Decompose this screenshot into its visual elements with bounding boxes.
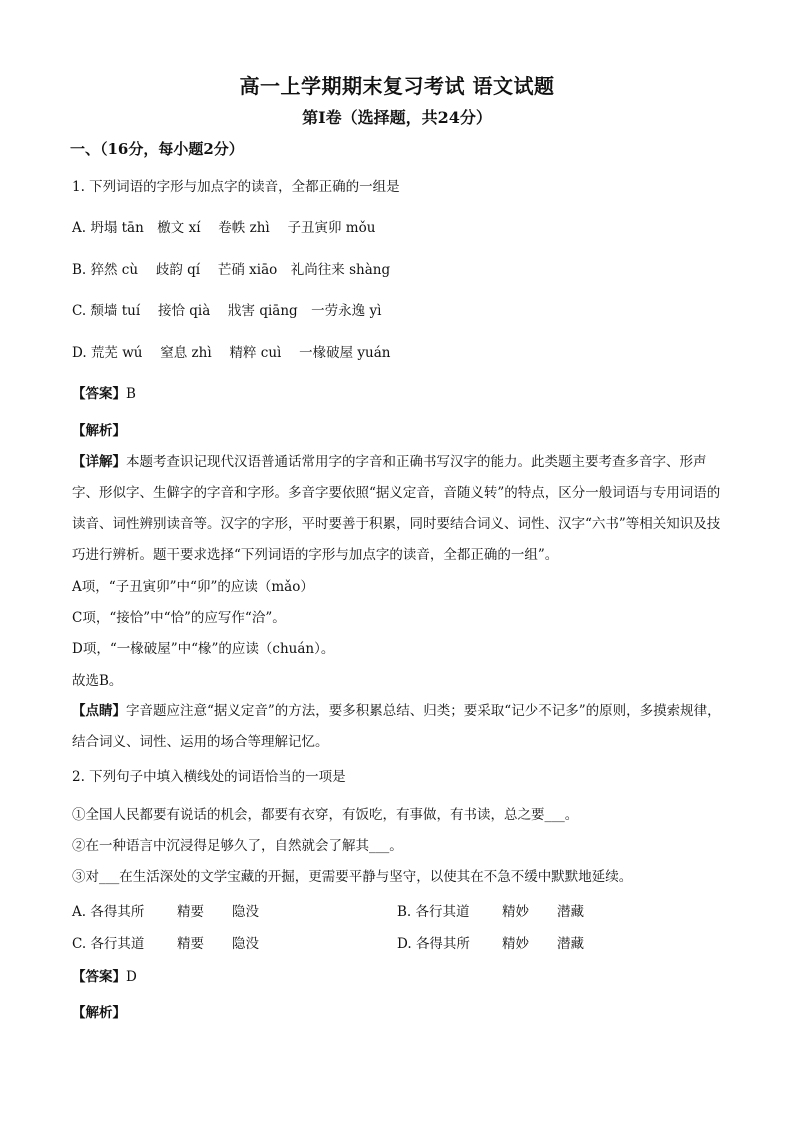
tip-text: 字音题应注意“据义定音”的方法，要多积累总结、归类；要采取“记少不记多”的原则，多摸索规律，结合词义、词性、运用的场合等理解记忆。 bbox=[72, 703, 721, 750]
section-heading: 一、（16分，每小题2分） bbox=[70, 140, 244, 158]
q2-sentence-2: ②在一种语言中沉浸得足够久了，自然就会了解其___。 bbox=[72, 838, 403, 854]
answer-value: B bbox=[126, 386, 136, 402]
page-title: 高一上学期期末复习考试 语文试题 bbox=[239, 74, 555, 98]
q2-option-b: B. 各行其道 bbox=[397, 904, 470, 920]
q2-options-row-1 bbox=[72, 900, 722, 920]
q2-sentence-1: ①全国人民都要有说话的机会，都要有衣穿，有饭吃，有事做，有书读，总之要___。 bbox=[72, 807, 579, 823]
q2-answer-value: D bbox=[126, 969, 137, 985]
q2-analysis-tag-text: 【解析】 bbox=[72, 1005, 126, 1021]
q2-option-d-word2: 精妙 bbox=[502, 936, 529, 952]
tip-tag: 【点睛】 bbox=[72, 703, 126, 719]
q2-option-c-word2: 精要 bbox=[177, 936, 204, 952]
q1-detail bbox=[72, 447, 724, 571]
q2-options-row-2 bbox=[72, 932, 722, 952]
q1-option-a: A. 坍塌 tān 檄文 xí 卷帙 zhì 子丑寅卯 mǒu bbox=[72, 220, 376, 236]
analysis-tag: 【解析】 bbox=[72, 423, 126, 439]
q1-option-c: C. 颓墙 tuí 接恰 qià 戕害 qiāng 一劳永逸 yì bbox=[72, 303, 382, 319]
q1-stem: 1. 下列词语的字形与加点字的读音，全都正确的一组是 bbox=[72, 179, 400, 195]
q1-tip bbox=[72, 696, 724, 758]
q2-answer bbox=[72, 968, 137, 986]
q2-option-b-word2: 精妙 bbox=[502, 904, 529, 920]
q1-note-d: D项，“一椽破屋”中“椽”的应读（chuán）。 bbox=[72, 641, 335, 657]
page-subtitle: 第Ⅰ卷（选择题，共24分） bbox=[302, 108, 492, 127]
q2-option-c: C. 各行其道 bbox=[72, 936, 145, 952]
q2-option-d: D. 各得其所 bbox=[397, 936, 470, 952]
q2-option-a-word2: 精要 bbox=[177, 904, 204, 920]
q1-option-b: B. 猝然 cù 歧韵 qí 芒硝 xiāo 礼尚往来 shàng bbox=[72, 262, 391, 278]
detail-tag: 【详解】 bbox=[72, 454, 126, 470]
q2-option-d-word3: 潜藏 bbox=[557, 936, 584, 952]
q1-choose: 故选B。 bbox=[72, 673, 123, 689]
detail-text: 本题考查识记现代汉语普通话常用字的字音和正确书写汉字的能力。此类题主要考查多音字、形声字、形似字、生僻字的字音和字形。多音字要依照“据义定音，音随义转”的特点，区分一般词语与专用词语的读音、词性辨别读音等。汉字的字形，平时要善于积累，同时要结合词义、词性、汉字“六书”等相关知识及技巧进行辨析。题干要求选择“下列词语的字形与加点字的读音，全都正确的一组”。 bbox=[72, 454, 721, 563]
answer-tag: 【答案】 bbox=[72, 386, 126, 402]
q2-option-b-word3: 潜藏 bbox=[557, 904, 584, 920]
q1-analysis-tag bbox=[72, 422, 126, 440]
q1-answer bbox=[72, 385, 136, 403]
q1-note-c: C项，“接恰”中“恰”的应写作“洽”。 bbox=[72, 610, 286, 626]
q2-sentence-3: ③对___在生活深处的文学宝藏的开掘，更需要平静与坚守，以使其在不急不缓中默默地延续。 bbox=[72, 869, 633, 885]
q2-stem: 2. 下列句子中填入横线处的词语恰当的一项是 bbox=[72, 769, 346, 785]
q2-answer-tag: 【答案】 bbox=[72, 969, 126, 985]
q2-option-c-word3: 隐没 bbox=[232, 936, 259, 952]
q2-option-a-word3: 隐没 bbox=[232, 904, 259, 920]
q1-option-d: D. 荒芜 wú 窒息 zhì 精粹 cuì 一椽破屋 yuán bbox=[72, 345, 391, 361]
q1-note-a: A项，“子丑寅卯”中“卯”的应读（mǎo） bbox=[72, 579, 314, 595]
q2-option-a: A. 各得其所 bbox=[72, 904, 145, 920]
q2-analysis-tag bbox=[72, 1004, 126, 1022]
